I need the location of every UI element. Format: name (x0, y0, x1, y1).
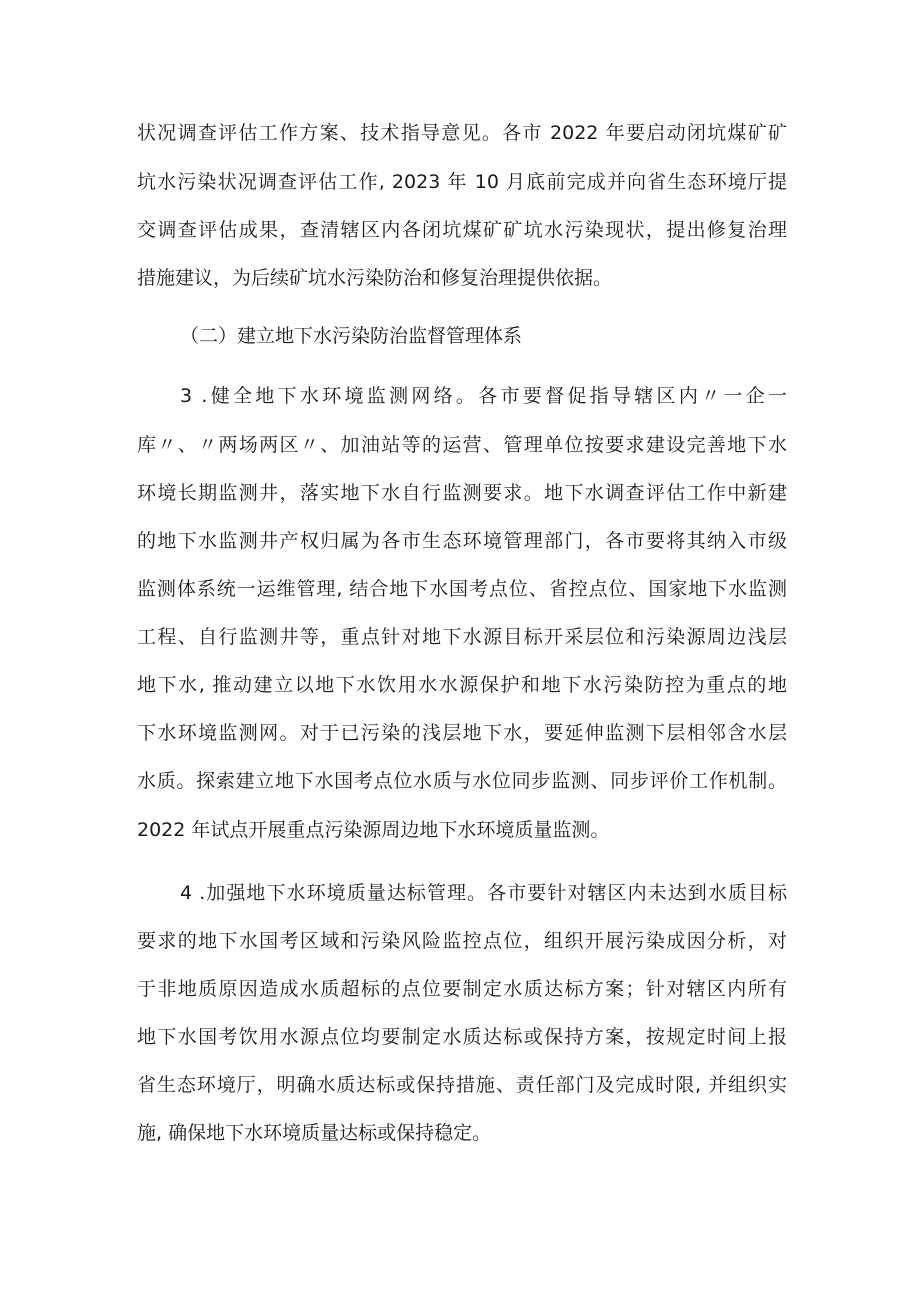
paragraph-3-line-6: 施, 确保地下水环境质量达标或保持稳定。 (137, 1122, 492, 1144)
paragraph-3-line-2: 要求的地下水国考区域和污染风险监控点位，组织开展污染成因分析，对 (137, 930, 787, 952)
paragraph-1-line-4: 措施建议，为后续矿坑水污染防治和修复治理提供依据。 (137, 267, 613, 289)
paragraph-2-line-10: 2022 年试点开展重点污染源周边地下水环境质量监测。 (137, 819, 610, 841)
paragraph-1-line-1: 状况调查评估工作方案、技术指导意见。各市 2022 年要启动闭坑煤矿矿 (137, 122, 787, 144)
paragraph-2-line-9: 水质。探索建立地下水国考点位水质与水位同步监测、同步评价工作机制。 (137, 770, 787, 792)
paragraph-2-line-2: 库〃、〃两场两区〃、加油站等的运营、管理单位按要求建设完善地下水 (137, 434, 787, 456)
paragraph-2-line-1: 3 .健全地下水环境监测网络。各市要督促指导辖区内〃一企一 (180, 385, 787, 407)
paragraph-3-line-5: 省生态环境厅，明确水质达标或保持措施、责任部门及完成时限, 并组织实 (137, 1074, 787, 1096)
paragraph-2-line-4: 的地下水监测井产权归属为各市生态环境管理部门，各市要将其纳入市级 (137, 530, 787, 552)
paragraph-2-line-5: 监测体系统一运维管理, 结合地下水国考点位、省控点位、国家地下水监测 (137, 578, 787, 600)
paragraph-3-line-4: 地下水国考饮用水源点位均要制定水质达标或保持方案，按规定时间上报 (137, 1026, 787, 1048)
paragraph-2-line-3: 环境长期监测井，落实地下水自行监测要求。地下水调查评估工作中新建 (137, 482, 787, 504)
section-heading: （二）建立地下水污染防治监督管理体系 (180, 325, 523, 347)
paragraph-1-line-2: 坑水污染状况调查评估工作, 2023 年 10 月底前完成并向省生态环境厅提 (137, 171, 787, 193)
paragraph-3-line-3: 于非地质原因造成水质超标的点位要制定水质达标方案；针对辖区内所有 (137, 978, 787, 1000)
paragraph-2-line-6: 工程、自行监测井等，重点针对地下水源目标开采层位和污染源周边浅层 (137, 626, 787, 648)
paragraph-2-line-8: 下水环境监测网。对于已污染的浅层地下水，要延伸监测下层相邻含水层 (137, 722, 787, 744)
paragraph-2-line-7: 地下水, 推动建立以地下水饮用水水源保护和地下水污染防控为重点的地 (137, 674, 787, 696)
paragraph-3-line-1: 4 .加强地下水环境质量达标管理。各市要针对辖区内未达到水质目标 (180, 882, 787, 904)
paragraph-1-line-3: 交调查评估成果，查清辖区内各闭坑煤矿矿坑水污染现状，提出修复治理 (137, 219, 787, 241)
